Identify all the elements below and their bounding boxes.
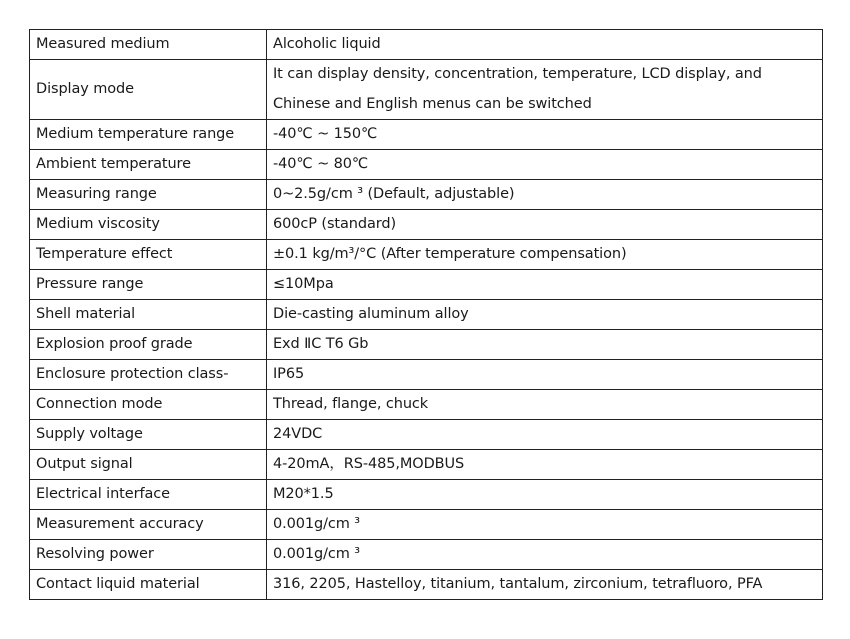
row-label: Electrical interface [30,480,267,510]
table-row [30,390,823,420]
row-value: M20*1.5 [267,480,823,510]
row-value: 0.001g/cm ³ [267,510,823,540]
row-label: Supply voltage [30,420,267,450]
row-value: 4-20mA，RS-485,MODBUS [267,450,823,480]
row-label: Output signal [30,450,267,480]
table-row [30,540,823,570]
table-row [30,60,823,120]
table-row [30,330,823,360]
table-row [30,420,823,450]
row-label: Measurement accuracy [30,510,267,540]
row-label: Medium temperature range [30,120,267,150]
row-label: Pressure range [30,270,267,300]
row-value-line: Chinese and English menus can be switched [273,95,592,112]
row-label: Measured medium [30,30,267,60]
row-value: -40℃ ~ 150℃ [267,120,823,150]
row-value: ±0.1 kg/m³/°C (After temperature compensation) [267,240,823,270]
row-value: 316, 2205, Hastelloy, titanium, tantalum, zirconium, tetrafluoro, PFA [267,570,823,600]
row-value: Exd ⅡC T6 Gb [267,330,823,360]
row-value: 24VDC [267,420,823,450]
row-value: ≤10Mpa [267,270,823,300]
row-value: 0~2.5g/cm ³ (Default, adjustable) [267,180,823,210]
row-label: Explosion proof grade [30,330,267,360]
row-value: 600cP (standard) [267,210,823,240]
row-label: Connection mode [30,390,267,420]
row-value: 0.001g/cm ³ [267,540,823,570]
row-value: -40℃ ~ 80℃ [267,150,823,180]
row-label: Resolving power [30,540,267,570]
row-value: Die-casting aluminum alloy [267,300,823,330]
spec-table [29,29,823,600]
row-label: Measuring range [30,180,267,210]
table-row [30,30,823,60]
table-row [30,510,823,540]
table-row [30,300,823,330]
table-row [30,120,823,150]
row-value: Alcoholic liquid [267,30,823,60]
table-row [30,180,823,210]
row-value-line: It can display density, concentration, temperature, LCD display, and [273,66,762,82]
table-row [30,480,823,510]
row-value: IP65 [267,360,823,390]
table-row [30,270,823,300]
row-value [267,60,823,120]
table-row [30,450,823,480]
row-label: Ambient temperature [30,150,267,180]
table-row [30,150,823,180]
row-label: Contact liquid material [30,570,267,600]
table-row [30,210,823,240]
row-value: Thread, flange, chuck [267,390,823,420]
table-row [30,360,823,390]
row-label: Enclosure protection class- [30,360,267,390]
table-row [30,240,823,270]
table-row [30,570,823,600]
row-label: Display mode [30,60,267,120]
row-label: Shell material [30,300,267,330]
row-label: Temperature effect [30,240,267,270]
row-label: Medium viscosity [30,210,267,240]
